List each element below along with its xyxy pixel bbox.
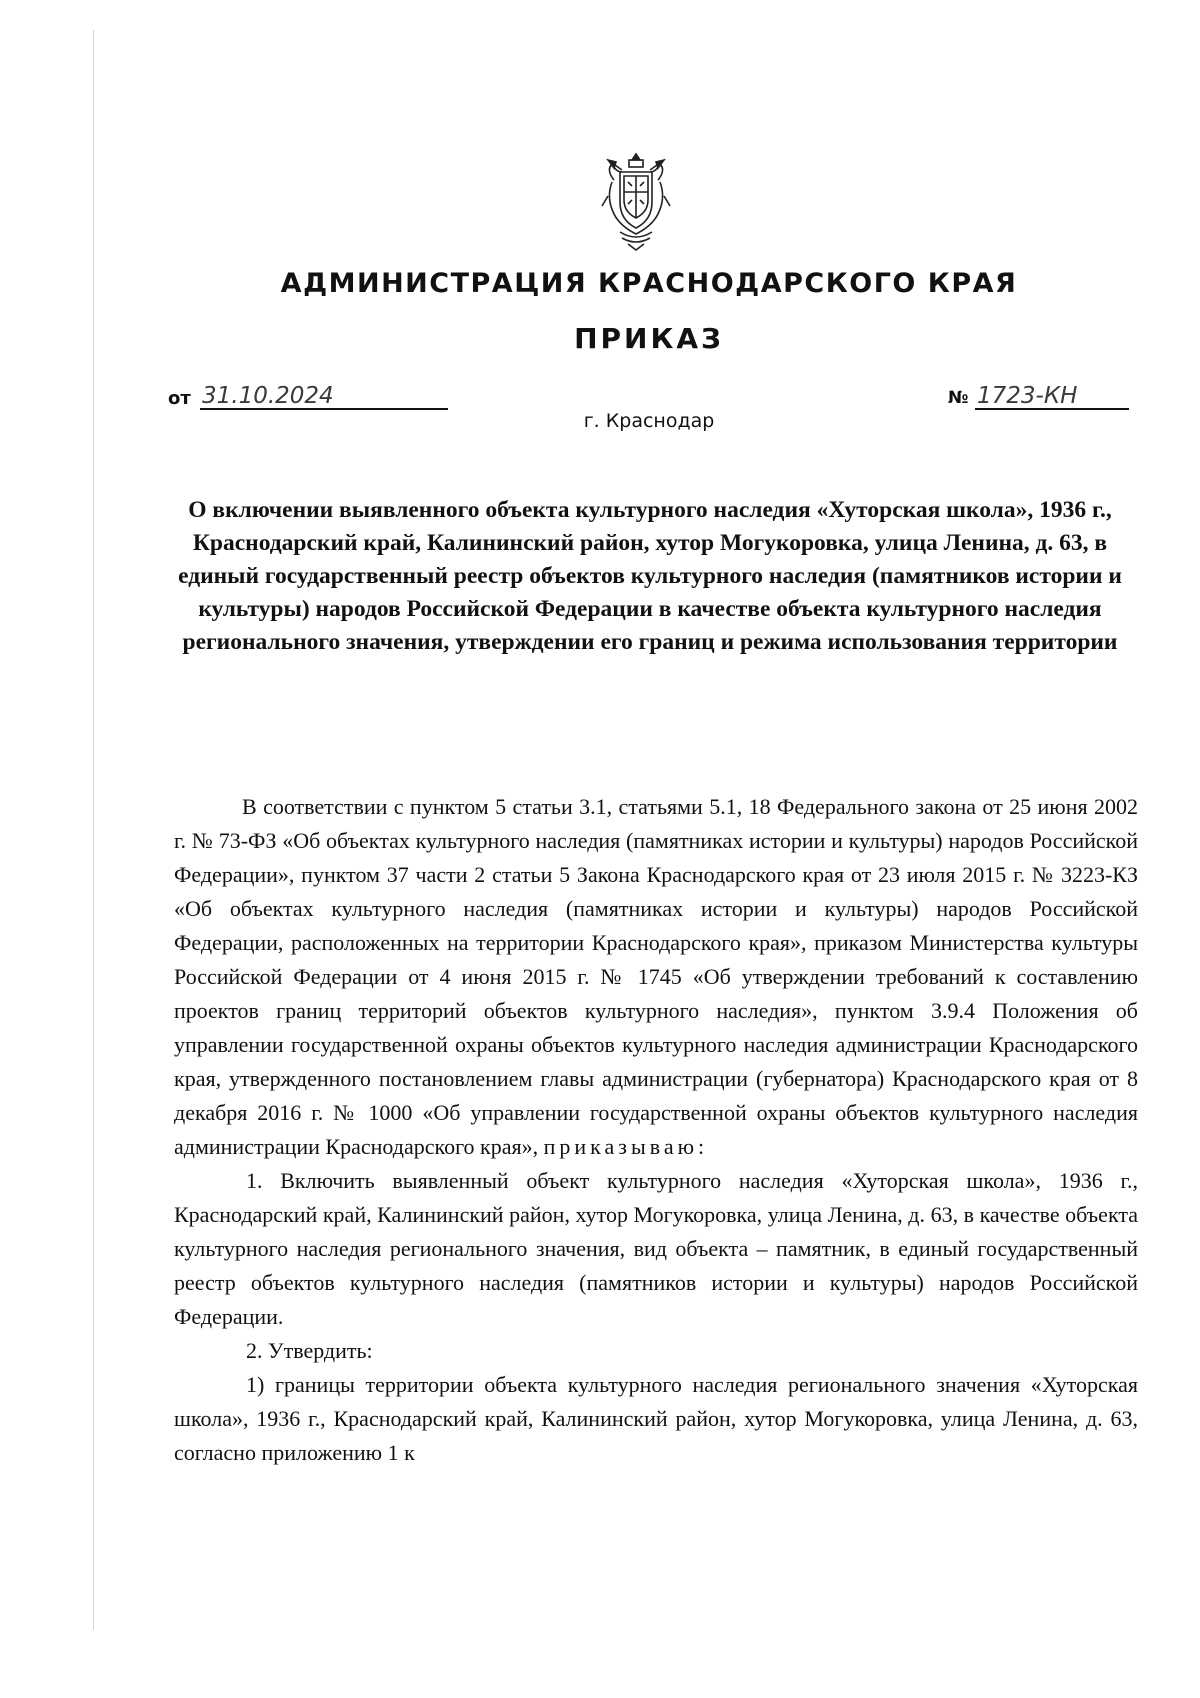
- document-type: ПРИКАЗ: [574, 322, 724, 355]
- preamble-text: В соответствии с пунктом 5 статьи 3.1, статьями 5.1, 18 Федерального закона от 25 июня 2002 г. № 73-ФЗ «Об объектах культурного наследия (памятниках истории и культуры) народов Российской Федерации», пунктом 37 части 2 статьи 5 Закона Краснодарского края от 23 июля 2015 г. № 3223-КЗ «Об объектах культурного наследия (памятниках истории и культуры) народов Российской Федерации, расположенных на территории Краснодарского края», приказом Министерства культуры Российской Федерации от 4 июня 2015 г. № 1745 «Об утверждении требований к составлению проектов границ территорий объектов культурного наследия», пунктом 3.9.4 Положения об управлении государственной охраны объектов культурного наследия администрации Краснодарского края, утвержденного постановлением главы администрации (губернатора) Краснодарского края от 8 декабря 2016 г. № 1000 «Об управлении государственной охраны объектов культурного наследия администрации Краснодарского края»,: [174, 794, 1138, 1159]
- item-2-paragraph: 2. Утвердить:: [246, 1338, 373, 1363]
- city: г. Краснодар: [583, 410, 715, 432]
- document-title: О включении выявленного объекта культурного наследия «Хуторская школа», 1936 г., Краснодарский край, Калининский район, хутор Могукоровка, улица Ленина, д. 63, в единый государственный реестр объектов культурного наследия (памятников истории и культуры) народов Российской Федерации в качестве объекта культурного наследия регионального значения, утверждении его границ и режима использования территории: [178, 497, 1122, 655]
- document-body: [174, 790, 1138, 1470]
- item-2-1-paragraph: 1) границы территории объекта культурного наследия регионального значения «Хуторская школа», 1936 г., Краснодарский край, Калининский район, хутор Могукоровка, улица Ленина, д. 63, согласно приложению 1 к: [174, 1372, 1138, 1465]
- preamble-paragraph: [174, 790, 1138, 1164]
- date-label: от: [168, 388, 191, 409]
- date-field: [200, 384, 448, 410]
- item-1-paragraph: 1. Включить выявленный объект культурного наследия «Хуторская школа», 1936 г., Краснодарский край, Калининский район, хутор Могукоровка, улица Ленина, д. 63, в качестве объекта культурного наследия регионального значения, вид объекта – памятник, в единый государственный реестр объектов культурного наследия (памятников истории и культуры) народов Российской Федерации.: [174, 1168, 1138, 1329]
- number-label: №: [948, 388, 969, 408]
- issuing-authority: АДМИНИСТРАЦИЯ КРАСНОДАРСКОГО КРАЯ: [280, 268, 1018, 299]
- order-word: приказываю:: [543, 1134, 709, 1159]
- handwritten-date: 31.10.2024: [202, 383, 334, 409]
- coat-of-arms-icon: [598, 152, 674, 252]
- number-field: [975, 384, 1129, 410]
- handwritten-number: 1723-КН: [977, 383, 1078, 409]
